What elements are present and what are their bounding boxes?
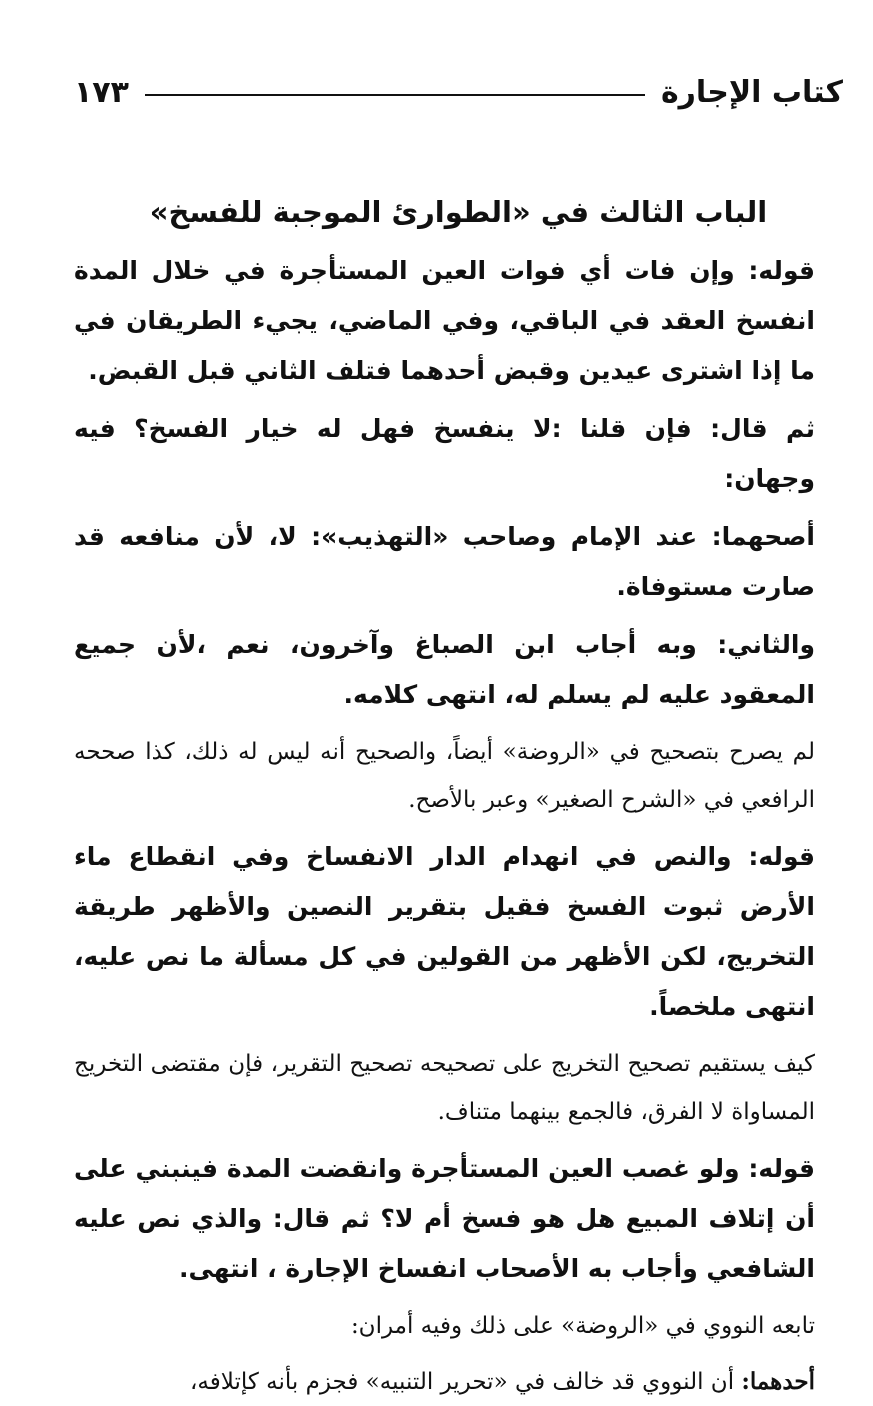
paragraph-3: أصحهما: عند الإمام وصاحب «التهذيب»: لا، لأن منافعه قد صارت مستوفاة. xyxy=(74,522,815,601)
paragraph-2: ثم قال: فإن قلنا :لا ينفسخ فهل له خيار الفسخ؟ فيه وجهان: xyxy=(74,414,815,493)
paragraph-9: تابعه النووي في «الروضة» على ذلك وفيه أمران: xyxy=(350,1313,815,1339)
paragraph-1: قوله: وإن فات أي فوات العين المستأجرة في خلال المدة انفسخ العقد في الباقي، وفي الماضي، يجيء الطريقان في ما إذا اشترى عيدين وقبض أحدهما فتلف الثاني قبل القبض. xyxy=(74,256,815,385)
paragraph-6: قوله: والنص في انهدام الدار الانفساخ وفي انقطاع ماء الأرض ثبوت الفسخ فقيل بتقرير النصين والأظهر طريقة التخريج، لكن الأظهر من القولين في كل مسألة ما نص عليه، انتهى ملخصاً. xyxy=(74,842,815,1021)
header-title: كتاب الإجارة xyxy=(660,74,843,110)
paragraph-10-text: أن النووي قد خالف في «تحرير التنبيه» فجزم بأنه كإتلافه، xyxy=(189,1369,742,1395)
chapter-title: الباب الثالث في «الطوارئ الموجبة للفسخ» xyxy=(149,195,768,229)
paragraph-8: قوله: ولو غصب العين المستأجرة وانقضت المدة فينبني على أن إتلاف المبيع هل هو فسخ أم لا؟ ثم قال: والذي نص عليه الشافعي وأجاب به الأصحاب انفساخ الإجارة ، انتهى. xyxy=(74,1154,815,1283)
paragraph-10 xyxy=(74,1358,843,1406)
paragraph-10-lead: أحدهما: xyxy=(741,1368,815,1395)
page-number: ١٧٣ xyxy=(74,74,129,110)
running-header xyxy=(74,62,843,122)
paragraph-7: كيف يستقيم تصحيح التخريج على تصحيحه تصحيح التقرير، فإن مقتضى التخريج المساواة لا الفرق، فالجمع بينهما متناف. xyxy=(74,1051,815,1125)
paragraph-4: والثاني: وبه أجاب ابن الصباغ وآخرون، نعم ،لأن جميع المعقود عليه لم يسلم له، انتهى كلامه. xyxy=(74,630,815,709)
paragraph-5: لم يصرح بتصحيح في «الروضة» أيضاً، والصحيح أنه ليس له ذلك، كذا صححه الرافعي في «الشرح الصغير» وعبر بالأصح. xyxy=(74,739,815,813)
header-rule xyxy=(145,94,645,96)
